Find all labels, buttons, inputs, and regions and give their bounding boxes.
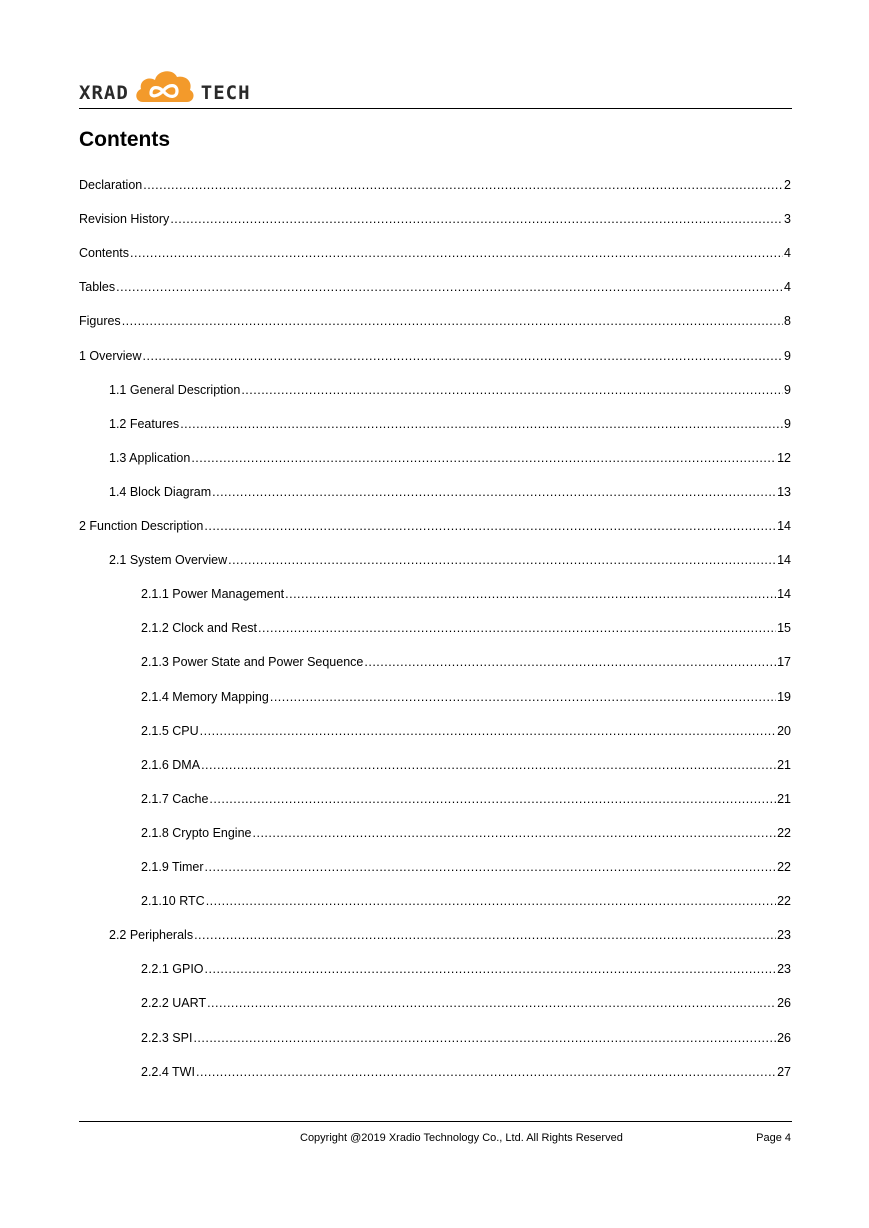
toc-dot-leader bbox=[170, 210, 783, 228]
toc-entry[interactable] bbox=[79, 892, 791, 910]
toc-entry[interactable] bbox=[79, 244, 791, 262]
toc-entry-page: 17 bbox=[777, 655, 791, 670]
toc-entry-page: 4 bbox=[784, 280, 791, 295]
toc-entry-label: 2.1.9 Timer bbox=[141, 860, 204, 874]
xradio-logo bbox=[79, 66, 251, 106]
toc-entry-page: 12 bbox=[777, 450, 791, 465]
toc-entry-label: Revision History bbox=[79, 212, 170, 227]
toc-entry-label: Declaration bbox=[79, 178, 143, 192]
toc-entry-label: 1.1 General Description bbox=[109, 382, 241, 397]
toc-entry-page: 15 bbox=[777, 621, 791, 636]
toc-entry-page: 20 bbox=[777, 723, 791, 738]
toc-dot-leader bbox=[364, 653, 776, 671]
toc-entry-label: Contents bbox=[79, 246, 130, 261]
toc-entry-page: 13 bbox=[777, 484, 791, 499]
toc-entry[interactable] bbox=[79, 517, 791, 535]
toc-entry-page: 14 bbox=[777, 553, 791, 568]
page-footer bbox=[79, 1121, 792, 1144]
toc-entry-label: Tables bbox=[79, 280, 116, 295]
toc-entry[interactable] bbox=[79, 347, 791, 365]
toc-entry[interactable] bbox=[79, 1029, 791, 1047]
toc-entry-label: 2.1.10 RTC bbox=[141, 894, 205, 909]
toc-dot-leader bbox=[143, 347, 784, 365]
toc-dot-leader bbox=[205, 960, 777, 978]
toc-entry-label: 2.2.3 SPI bbox=[141, 1030, 193, 1045]
toc-entry-label: 2.1.5 CPU bbox=[141, 723, 199, 738]
toc-entry-label: 1.3 Application bbox=[109, 450, 191, 465]
toc-entry-page: 23 bbox=[777, 928, 791, 943]
toc-entry-label: 2.1.3 Power State and Power Sequence bbox=[141, 655, 364, 670]
toc-entry[interactable] bbox=[79, 994, 791, 1012]
toc-entry-label: 2.1 System Overview bbox=[109, 553, 228, 568]
toc-entry-page: 26 bbox=[777, 1030, 791, 1045]
toc-entry-page: 14 bbox=[777, 519, 791, 533]
toc-entry-label: 1.2 Features bbox=[109, 416, 180, 431]
toc-entry[interactable] bbox=[79, 653, 791, 671]
toc-entry-page: 26 bbox=[777, 996, 791, 1011]
toc-dot-leader bbox=[270, 688, 776, 706]
toc-entry[interactable] bbox=[79, 722, 791, 740]
toc-entry[interactable] bbox=[79, 1063, 791, 1081]
toc-dot-leader bbox=[207, 994, 776, 1012]
toc-dot-leader bbox=[228, 551, 776, 569]
logo-text-right: TECH bbox=[200, 82, 251, 104]
toc-entry-label: 2.1.7 Cache bbox=[141, 791, 209, 806]
toc-entry-page: 4 bbox=[784, 246, 791, 261]
toc-dot-leader bbox=[180, 415, 783, 433]
toc-entry[interactable] bbox=[79, 176, 791, 194]
toc-dot-leader bbox=[143, 176, 783, 194]
toc-dot-leader bbox=[204, 517, 776, 535]
toc-entry[interactable] bbox=[79, 960, 791, 978]
toc-entry[interactable] bbox=[79, 756, 791, 774]
toc-entry[interactable] bbox=[79, 210, 791, 228]
copyright-text: Copyright @2019 Xradio Technology Co., Ltd. All Rights Reserved bbox=[300, 1132, 623, 1144]
toc-entry-label: 2.2.4 TWI bbox=[141, 1064, 195, 1079]
toc-entry[interactable] bbox=[79, 926, 791, 944]
toc-entry-label: 2.2.2 UART bbox=[141, 996, 207, 1011]
toc-dot-leader bbox=[201, 756, 776, 774]
toc-entry-page: 23 bbox=[777, 962, 791, 977]
toc-entry[interactable] bbox=[79, 824, 791, 842]
toc-dot-leader bbox=[130, 244, 783, 262]
page-header bbox=[79, 66, 792, 109]
toc-entry[interactable] bbox=[79, 381, 791, 399]
toc-entry[interactable] bbox=[79, 483, 791, 501]
toc-entry-page: 22 bbox=[777, 894, 791, 909]
toc-entry-page: 27 bbox=[777, 1064, 791, 1079]
toc-entry-page: 21 bbox=[777, 757, 791, 772]
toc-dot-leader bbox=[209, 790, 776, 808]
toc-entry[interactable] bbox=[79, 619, 791, 637]
toc-entry-page: 8 bbox=[784, 314, 791, 329]
toc-entry[interactable] bbox=[79, 858, 791, 876]
toc-entry-page: 9 bbox=[784, 416, 791, 431]
toc-entry-page: 9 bbox=[784, 382, 791, 397]
toc-dot-leader bbox=[116, 278, 783, 296]
toc-entry-label: 2.1.4 Memory Mapping bbox=[141, 689, 269, 704]
toc-dot-leader bbox=[285, 585, 776, 603]
toc-entry-page: 3 bbox=[784, 212, 791, 227]
toc-dot-leader bbox=[200, 722, 776, 740]
toc-entry[interactable] bbox=[79, 585, 791, 603]
toc-dot-leader bbox=[193, 1029, 776, 1047]
toc-entry-page: 21 bbox=[777, 791, 791, 806]
toc-dot-leader bbox=[258, 619, 776, 637]
toc-entry[interactable] bbox=[79, 449, 791, 467]
toc-entry-page: 22 bbox=[777, 860, 791, 874]
page-number: Page 4 bbox=[756, 1132, 791, 1144]
toc-entry-label: 2 Function Description bbox=[79, 519, 204, 533]
toc-dot-leader bbox=[196, 1063, 776, 1081]
toc-entry-page: 9 bbox=[784, 348, 791, 363]
toc-dot-leader bbox=[212, 483, 776, 501]
toc-entry[interactable] bbox=[79, 551, 791, 569]
toc-entry-label: 2.1.6 DMA bbox=[141, 757, 201, 772]
toc-entry-page: 2 bbox=[784, 178, 791, 192]
toc-dot-leader bbox=[205, 858, 777, 876]
toc-dot-leader bbox=[241, 381, 783, 399]
toc-dot-leader bbox=[194, 926, 776, 944]
cloud-infinity-icon bbox=[133, 66, 197, 106]
toc-entry[interactable] bbox=[79, 278, 791, 296]
toc-entry[interactable] bbox=[79, 688, 791, 706]
page-title: Contents bbox=[79, 128, 170, 151]
toc-entry-page: 14 bbox=[777, 587, 791, 602]
toc-entry-label: 1 Overview bbox=[79, 348, 142, 363]
toc-dot-leader bbox=[122, 312, 783, 330]
toc-entry-label: Figures bbox=[79, 314, 121, 329]
toc-dot-leader bbox=[191, 449, 776, 467]
toc-entry-label: 1.4 Block Diagram bbox=[109, 484, 212, 499]
toc-entry-page: 19 bbox=[777, 689, 791, 704]
toc-entry[interactable] bbox=[79, 790, 791, 808]
logo-text-left: XRAD bbox=[79, 82, 129, 104]
toc-entry-label: 2.2 Peripherals bbox=[109, 928, 194, 943]
toc-dot-leader bbox=[253, 824, 777, 842]
toc-entry-label: 2.1.1 Power Management bbox=[141, 587, 285, 602]
toc-entry-label: 2.2.1 GPIO bbox=[141, 962, 204, 977]
toc-entry-page: 22 bbox=[777, 825, 791, 840]
toc-entry-label: 2.1.8 Crypto Engine bbox=[141, 825, 252, 840]
toc-dot-leader bbox=[206, 892, 776, 910]
toc-entry[interactable] bbox=[79, 415, 791, 433]
toc-entry[interactable] bbox=[79, 312, 791, 330]
toc-entry-label: 2.1.2 Clock and Rest bbox=[141, 621, 258, 636]
